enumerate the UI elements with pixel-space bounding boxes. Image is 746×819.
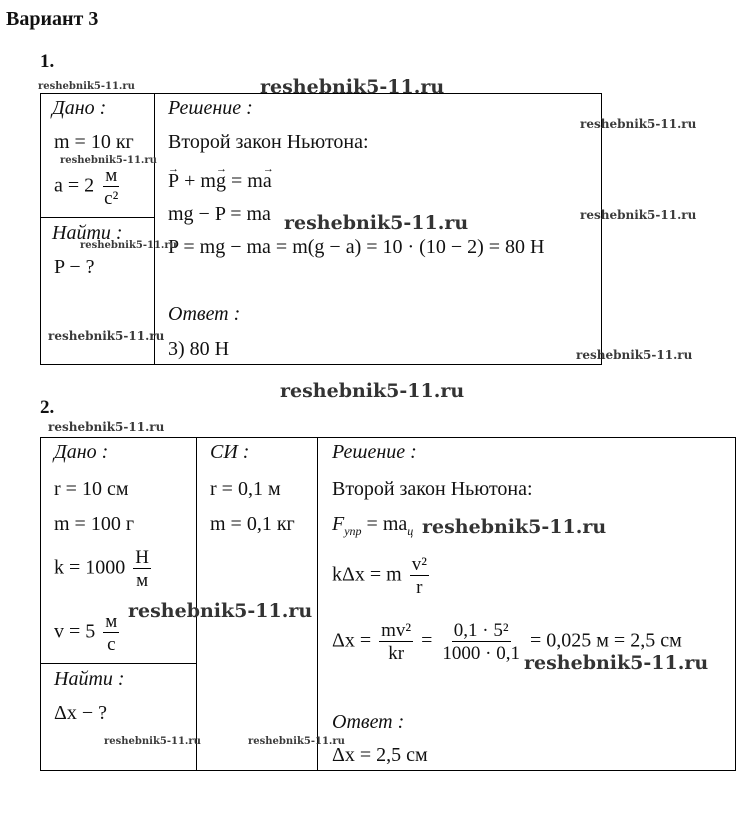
watermark: reshebnik5-11.ru: [248, 736, 345, 747]
problem-2-solution-divider: [317, 437, 318, 771]
p2-given-velocity: v = 5 $\frac{м}{с}$: [54, 611, 118, 655]
watermark: reshebnik5-11.ru: [422, 516, 607, 538]
watermark: reshebnik5-11.ru: [128, 600, 313, 622]
p2-si-radius: r = 0,1 м: [210, 478, 281, 500]
p1-given-acceleration: a = 2 $\frac{м}{\text{с²}}$: [54, 165, 119, 209]
watermark: reshebnik5-11.ru: [260, 76, 445, 98]
p1-find-value: P − ?: [54, 256, 95, 278]
watermark: reshebnik5-11.ru: [280, 380, 465, 402]
page-title: Вариант 3: [6, 8, 99, 30]
problem-2-number: 2.: [40, 397, 55, 418]
p2-answer: Δx = 2,5 см: [332, 744, 428, 766]
p1-answer: 3) 80 Н: [168, 338, 230, 360]
p2-find-value: Δx − ?: [54, 702, 108, 724]
p1-solution-header: Решение :: [168, 97, 253, 119]
p1-result-equation: P = mg − ma = m(g − a) = 10 · (10 − 2) = 80 Н: [168, 236, 545, 258]
p1-find-header: Найти :: [52, 222, 123, 244]
problem-1-number: 1.: [40, 51, 55, 72]
p1-given-mass: m = 10 кг: [54, 131, 134, 153]
watermark: reshebnik5-11.ru: [580, 117, 697, 131]
p2-given-header: Дано :: [54, 441, 109, 463]
watermark: reshebnik5-11.ru: [48, 329, 165, 343]
p2-solution-header: Решение :: [332, 441, 417, 463]
watermark: reshebnik5-11.ru: [80, 240, 177, 251]
watermark: reshebnik5-11.ru: [524, 652, 709, 674]
p1-newton-law: Второй закон Ньютона:: [168, 131, 369, 153]
watermark: reshebnik5-11.ru: [104, 736, 201, 747]
p2-force-equation: $F_{упр} = ma_ц$: [332, 513, 414, 538]
watermark: reshebnik5-11.ru: [38, 81, 135, 92]
p1-vector-equation: → P + m→ g = m→ a: [168, 170, 272, 192]
watermark: reshebnik5-11.ru: [580, 208, 697, 222]
watermark: reshebnik5-11.ru: [60, 155, 157, 166]
p2-given-stiffness: k = 1000 $\frac{Н}{м}$: [54, 547, 150, 591]
watermark: reshebnik5-11.ru: [576, 348, 693, 362]
p2-given-mass: m = 100 г: [54, 513, 135, 535]
p2-result-equation: Δx = $\frac{\text{mv²}}{kr}$ = $\frac{\text{0,1 · 5²}}{1000 \cdot 0,1}$ = 0,025 м = 2,5 см: [332, 620, 682, 664]
p2-given-radius: r = 10 см: [54, 478, 129, 500]
p2-answer-header: Ответ :: [332, 711, 405, 733]
p1-answer-header: Ответ :: [168, 303, 241, 325]
p2-find-header: Найти :: [54, 668, 125, 690]
problem-1-row-divider: [40, 217, 154, 218]
p1-given-header: Дано :: [52, 97, 107, 119]
p2-newton-law: Второй закон Ньютона:: [332, 478, 533, 500]
p1-scalar-equation: mg − P = ma: [168, 203, 271, 225]
watermark: reshebnik5-11.ru: [48, 420, 165, 434]
p2-spring-equation: kΔx = m $\frac{\text{v²}}{r}$: [332, 554, 427, 598]
p2-si-mass: m = 0,1 кг: [210, 513, 295, 535]
watermark: reshebnik5-11.ru: [284, 212, 469, 234]
problem-2-row-divider: [40, 663, 196, 664]
p2-si-header: СИ :: [210, 441, 250, 463]
problem-1-column-divider: [154, 93, 155, 365]
